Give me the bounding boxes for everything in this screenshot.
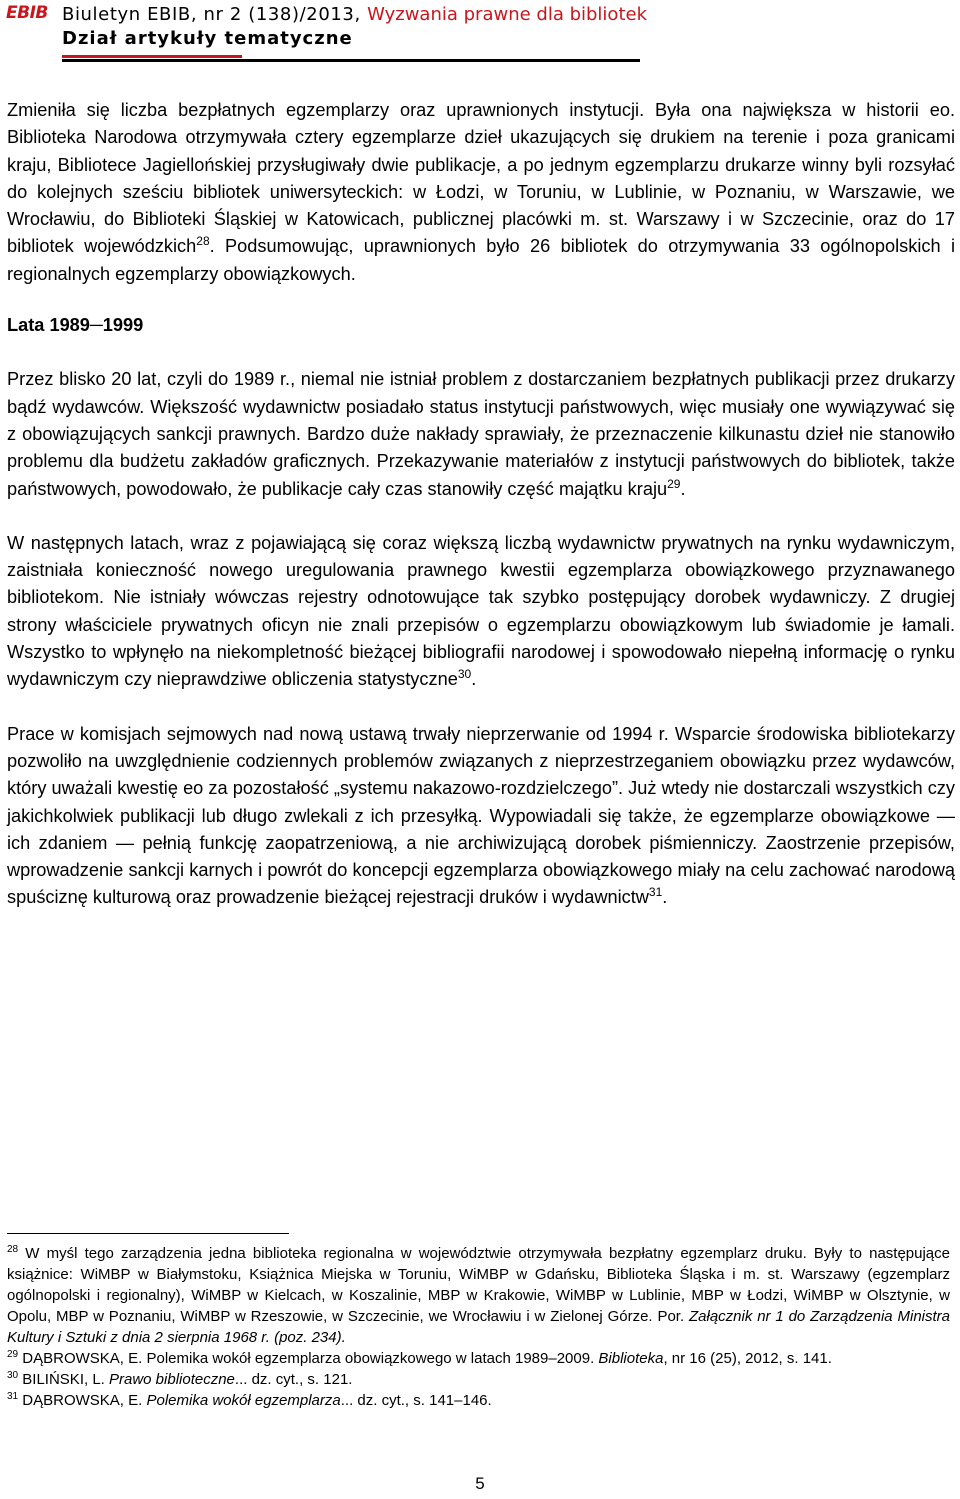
paragraph-2-text: Przez blisko 20 lat, czyli do 1989 r., niemal nie istniał problem z dostarczaniem bezpłatnych publikacji przez drukarzy bądź wydawców. Większość wydawnictw posiadało status instytucji państwowych, więc musiały one wywiązywać się z obowiązujących sankcji prawnych. Bardzo duże nakłady sprawiały, że przeznaczenie kilkunastu dzieł nie stanowiło problemu dla budżetu zakładów graficznych. Przekazywanie materiałów z instytucji państwowych do bibliotek, także państwowych, powodowało, że publikacje cały czas stanowiły część majątku kraju — [7, 369, 955, 499]
footnote-ref-30[interactable]: 30 — [457, 667, 472, 682]
ebib-logo: EBIB — [6, 3, 48, 23]
header-rule — [62, 59, 640, 62]
footnote-31-number: 31 — [7, 1391, 19, 1402]
footnote-28-number: 28 — [7, 1244, 19, 1255]
footnote-ref-31[interactable]: 31 — [648, 885, 663, 900]
footnote-30-number: 30 — [7, 1370, 19, 1381]
footnote-28-text: W myśl tego zarządzenia jedna biblioteka regionalna w województwie otrzymywała bezpłatny egzemplarz druku. Były to następujące książnice: WiMBP w Białymstoku, Książnica Miejska w Toruniu, WiMBP w Gdańsku, Biblioteka Śląska i m. st. Warszawy (egzemplarz ogólnopolski i regionalny), WiMBP w Kielcach, w Koszalinie, MBP w Krakowie, WiMBP w Lublinie, MBP w Łodzi, WiMBP w Olsztynie, w Opolu, MBP w Poznaniu, WiMBP w Rzeszowie, w Szczecinie, we Wrocławiu i w Zielonej Górze. Por. — [7, 1245, 950, 1325]
article-body — [7, 97, 955, 912]
footnote-30 — [7, 1369, 950, 1390]
paragraph-3 — [7, 530, 955, 694]
footnote-31-text: DĄBROWSKA, E. — [18, 1392, 147, 1409]
paragraph-2 — [7, 366, 955, 502]
footnote-31 — [7, 1390, 950, 1411]
section-heading: Lata 1989─1999 — [7, 315, 144, 336]
paragraph-4-text: Prace w komisjach sejmowych nad nową ustawą trwały nieprzerwanie od 1994 r. Wsparcie środowiska bibliotekarzy pozwoliło na uwzględnienie codziennych problemów związanych z nieprzestrzeganiem obowiązku przez wydawców, który uważali kwestię eo za pozostałość „systemu nakazowo-rozdzielczego”. Już wtedy nie dostarczali wszystkich czy jakichkolwiek publikacji lub długo zwlekali z ich przesyłką. Wypowiadali się także, że egzemplarze obowiązkowe — ich zdaniem — pełnią funkcję zaopatrzeniową, a nie archiwizującą dorobek piśmienniczy. Zaostrzenie przepisów, wprowadzenie sankcji karnych i powrót do koncepcji egzemplarza obowiązkowego miały na celu zachować narodową spuściznę kulturową oraz prowadzenie bieżącej rejestracji druków i wydawnictw — [7, 723, 955, 908]
bulletin-title — [62, 4, 647, 25]
bulletin-title-accent: Wyzwania prawne dla bibliotek — [367, 4, 648, 25]
footnote-28-citation: Załącznik nr 1 do Zarządzenia Ministra Kultury i Sztuki z dnia 2 sierpnia 1968 r. (poz. 234). — [7, 1308, 950, 1346]
paragraph-1-tail: . Podsumowując, uprawnionych było 26 bibliotek do otrzymywania 33 ogólnopolskich i regionalnych egzemplarzy obowiązkowych. — [7, 236, 955, 284]
footnote-29-journal: Biblioteka — [598, 1350, 664, 1367]
footnote-29-number: 29 — [7, 1349, 19, 1360]
footnotes — [7, 1243, 950, 1411]
footnote-29-text: DĄBROWSKA, E. Polemika wokół egzemplarza obowiązkowego w latach 1989–2009. — [18, 1350, 599, 1367]
footnote-29-tail: , nr 16 (25), 2012, s. 141. — [663, 1350, 832, 1367]
footnote-ref-28[interactable]: 28 — [196, 234, 210, 249]
footnote-29 — [7, 1348, 950, 1369]
paragraph-3-tail: . — [471, 669, 477, 690]
footnote-30-tail: ... dz. cyt., s. 121. — [234, 1371, 353, 1388]
page-number: 5 — [475, 1474, 485, 1493]
header-rule-accent — [62, 55, 242, 58]
footnote-30-text: BILIŃSKI, L. — [18, 1371, 109, 1388]
footnote-30-title: Prawo biblioteczne — [109, 1371, 235, 1388]
bulletin-title-main: Biuletyn EBIB, nr 2 (138)/2013, — [62, 4, 368, 25]
page-header — [0, 0, 960, 72]
paragraph-3-text: W następnych latach, wraz z pojawiającą się coraz większą liczbą wydawnictw prywatnych na rynku wydawniczym, zaistniała konieczność nowego uregulowania prawnego kwestii egzemplarza obowiązkowego przyznawanego bibliotekom. Nie istniały wówczas rejestry odnotowujące tak szybko postępujący dorobek wydawniczy. Z drugiej strony właściciele prywatnych oficyn nie znali przepisów o egzemplarzu obowiązkowym lub świadomie je łamali. Wszystko to wpłynęło na niekompletność bieżącej bibliografii narodowej i spowodowało niepełną informację o rynku wydawniczym czy nieprawdziwe obliczenia statystyczne — [7, 532, 955, 690]
paragraph-1 — [7, 97, 955, 288]
footnote-28 — [7, 1243, 950, 1348]
paragraph-1-text: Zmieniła się liczba bezpłatnych egzemplarzy oraz uprawnionych instytucji. Była ona największa w historii eo. Biblioteka Narodowa otrzymywała cztery egzemplarze dzieł ukazujących się drukiem na terenie i poza granicami kraju, Bibliotece Jagiellońskiej przysługiwały dwie publikacje, a po jednym egzemplarzu drukarze winny byli rozsyłać do kolejnych sześciu bibliotek uniwersyteckich: w Łodzi, w Toruniu, w Lublinie, w Poznaniu, w Warszawie, we Wrocławiu, do Biblioteki Śląskiej w Katowicach, publicznej placówki m. st. Warszawy i w Szczecinie, oraz do 17 bibliotek wojewódzkich — [7, 100, 955, 257]
footnote-separator — [7, 1233, 289, 1234]
paragraph-4-tail: . — [662, 887, 668, 908]
footnote-31-tail: ... dz. cyt., s. 141–146. — [340, 1392, 492, 1409]
footnote-31-title: Polemika wokół egzemplarza — [146, 1392, 341, 1409]
section-title: Dział artykuły tematyczne — [62, 28, 353, 49]
footnote-ref-29[interactable]: 29 — [667, 476, 681, 491]
paragraph-4 — [7, 721, 955, 912]
paragraph-2-tail: . — [680, 478, 686, 499]
